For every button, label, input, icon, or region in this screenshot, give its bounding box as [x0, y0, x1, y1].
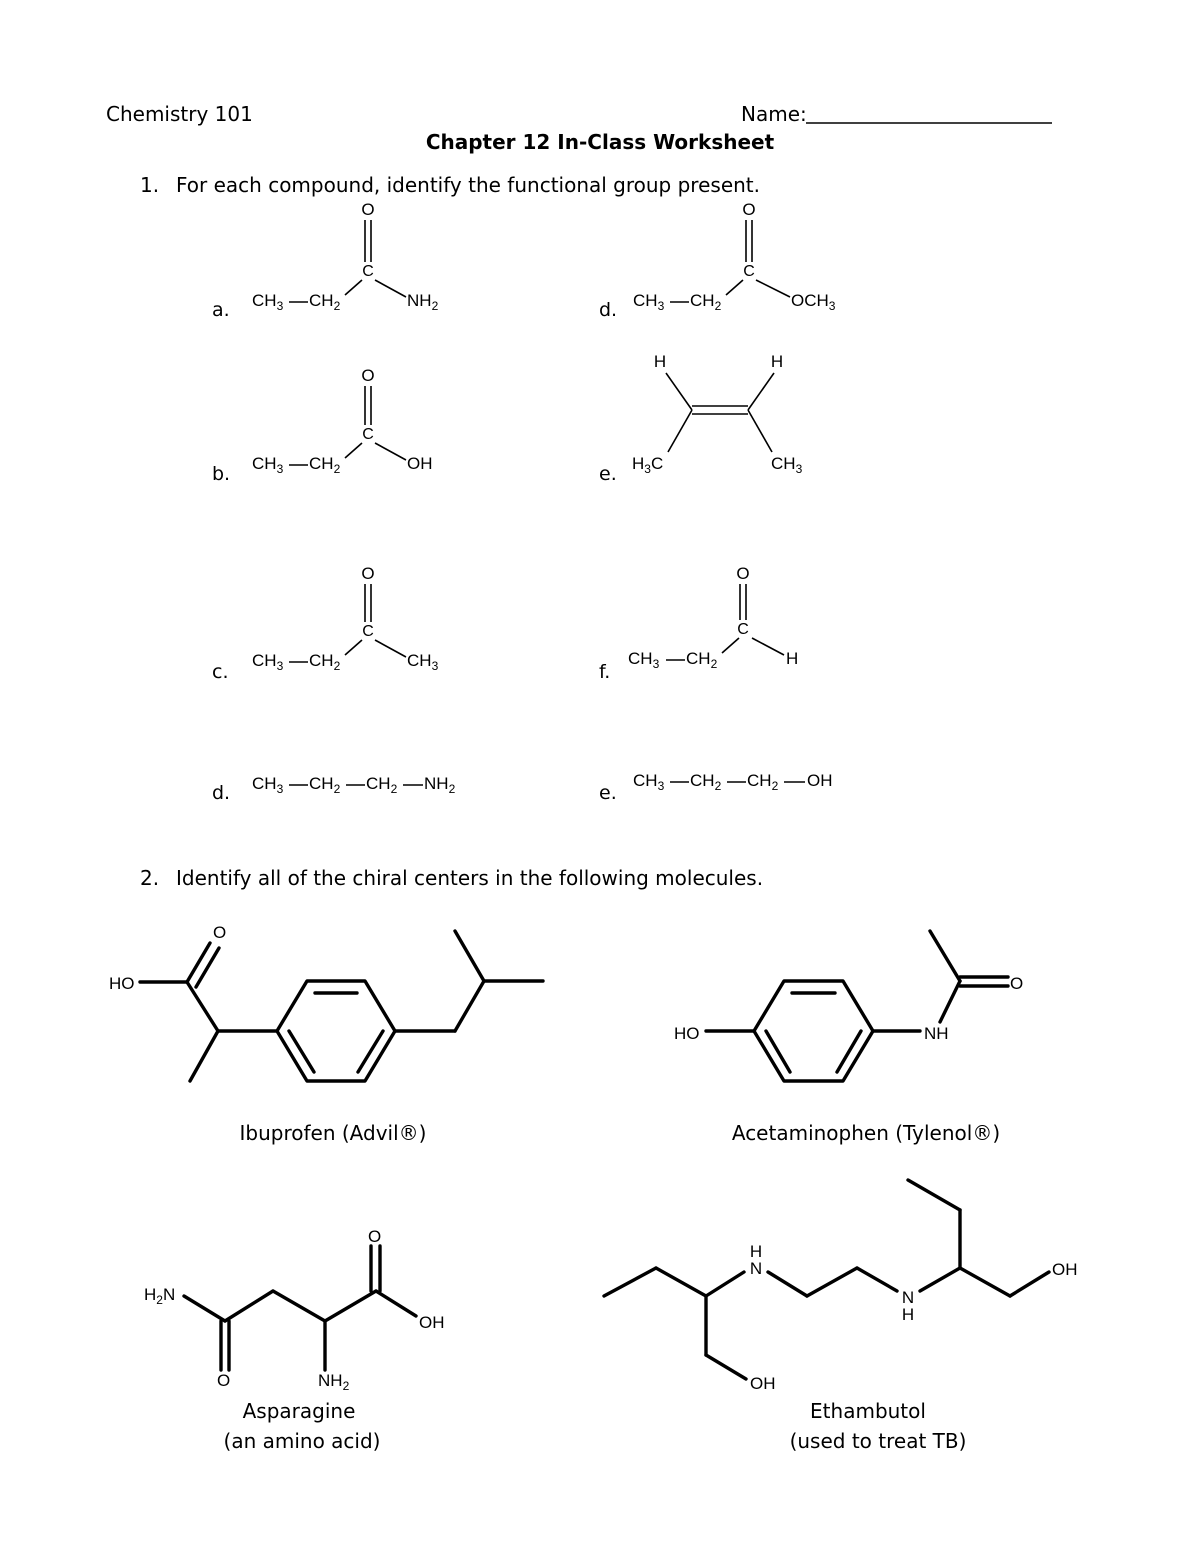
svg-text:CH3: $CH_3$ [633, 291, 665, 313]
svg-text:HO: HO [109, 974, 135, 993]
svg-text:H: H [653, 352, 667, 371]
svg-text:O: O [361, 200, 375, 219]
svg-text:O: O [217, 1371, 231, 1390]
svg-text:O: O [742, 200, 756, 219]
svg-text:C: C [362, 263, 374, 280]
svg-text:HO: HO [674, 1024, 700, 1043]
svg-text:NH2: $NH_2$ [407, 291, 439, 313]
svg-text:H: H [901, 1305, 915, 1324]
svg-text:CH3: $CH_3$ [633, 771, 665, 793]
svg-text:CH3: $CH_3$ [252, 291, 284, 313]
name-label: Name: [741, 102, 807, 126]
svg-text:O: O [368, 1227, 382, 1246]
compound-e-alcohol [599, 771, 833, 804]
svg-text:C: C [362, 426, 374, 443]
acetaminophen-structure [674, 931, 1023, 1145]
svg-text:CH2: $CH_2$ [690, 291, 722, 313]
q1-number: 1. [140, 173, 160, 197]
svg-text:C: C [737, 621, 749, 638]
svg-text:H: H [786, 649, 799, 668]
item-label: e. [599, 782, 617, 804]
svg-text:H3C: $H_3C$ [632, 454, 664, 476]
q2-number: 2. [140, 866, 160, 890]
svg-text:OH: OH [407, 454, 433, 473]
svg-text:CH3: $CH_3$ [771, 454, 803, 476]
compound-b [212, 366, 433, 485]
worksheet-title: Chapter 12 In-Class Worksheet [425, 130, 775, 154]
item-label: e. [599, 463, 617, 485]
item-label: d. [212, 782, 231, 804]
acetaminophen-caption: Acetaminophen (Tylenol®) [731, 1121, 1001, 1145]
svg-text:CH3: $CH_3$ [252, 774, 284, 796]
ibuprofen-caption: Ibuprofen (Advil®) [239, 1121, 427, 1145]
asparagine-caption: Asparagine [242, 1399, 356, 1423]
asparagine-note: (an amino acid) [223, 1429, 381, 1453]
compound-c [212, 564, 439, 683]
svg-text:C: C [743, 263, 755, 280]
q1-prompt: For each compound, identify the functional group present. [176, 173, 760, 197]
item-label: d. [599, 299, 618, 321]
asparagine-structure [144, 1227, 445, 1453]
svg-text:OH: OH [750, 1374, 776, 1393]
svg-text:CH2: $CH_2$ [366, 774, 398, 796]
svg-text:CH3: $CH_3$ [252, 651, 284, 673]
svg-text:O: O [213, 923, 227, 942]
svg-text:N: N [749, 1259, 763, 1278]
svg-text:OCH3: $OCH_3$ [791, 291, 836, 313]
svg-text:CH2: $CH_2$ [309, 774, 341, 796]
ethambutol-caption: Ethambutol [810, 1399, 926, 1423]
item-label: b. [212, 463, 231, 485]
compound-f [599, 564, 798, 683]
svg-text:H: H [749, 1242, 763, 1261]
ethambutol-note: (used to treat TB) [789, 1429, 967, 1453]
svg-text:OH: OH [419, 1313, 445, 1332]
svg-text:H2N: $H_2N$ [144, 1285, 176, 1307]
item-label: f. [599, 661, 611, 683]
svg-text:CH2: $CH_2$ [309, 291, 341, 313]
svg-text:O: O [736, 564, 750, 583]
svg-text:N: N [901, 1288, 915, 1307]
item-label: a. [212, 299, 230, 321]
compound-d-ester [599, 200, 836, 321]
ibuprofen-structure [109, 923, 543, 1145]
svg-text:CH3: $CH_3$ [252, 454, 284, 476]
svg-text:OH: OH [807, 771, 833, 790]
svg-text:CH3: $CH_3$ [628, 649, 660, 671]
svg-text:CH2: $CH_2$ [747, 771, 779, 793]
course-title: Chemistry 101 [106, 102, 253, 126]
q2-prompt: Identify all of the chiral centers in the following molecules. [176, 866, 764, 890]
svg-text:O: O [1010, 974, 1024, 993]
svg-text:C: C [362, 623, 374, 640]
item-label: c. [212, 661, 229, 683]
svg-text:H: H [770, 352, 784, 371]
compound-a [212, 200, 439, 321]
ethambutol-structure [604, 1180, 1078, 1453]
svg-text:CH2: $CH_2$ [309, 454, 341, 476]
svg-text:OH: OH [1052, 1260, 1078, 1279]
svg-text:NH2: $NH_2$ [424, 774, 456, 796]
svg-text:CH2: $CH_2$ [690, 771, 722, 793]
compound-d-amine [212, 774, 456, 804]
svg-text:NH: NH [924, 1024, 949, 1043]
svg-text:CH2: $CH_2$ [686, 649, 718, 671]
svg-text:NH2: $NH_2$ [318, 1371, 350, 1393]
svg-text:O: O [361, 366, 375, 385]
svg-text:CH3: $CH_3$ [407, 651, 439, 673]
svg-text:O: O [361, 564, 375, 583]
svg-text:CH2: $CH_2$ [309, 651, 341, 673]
compound-e-alkene [599, 352, 803, 485]
